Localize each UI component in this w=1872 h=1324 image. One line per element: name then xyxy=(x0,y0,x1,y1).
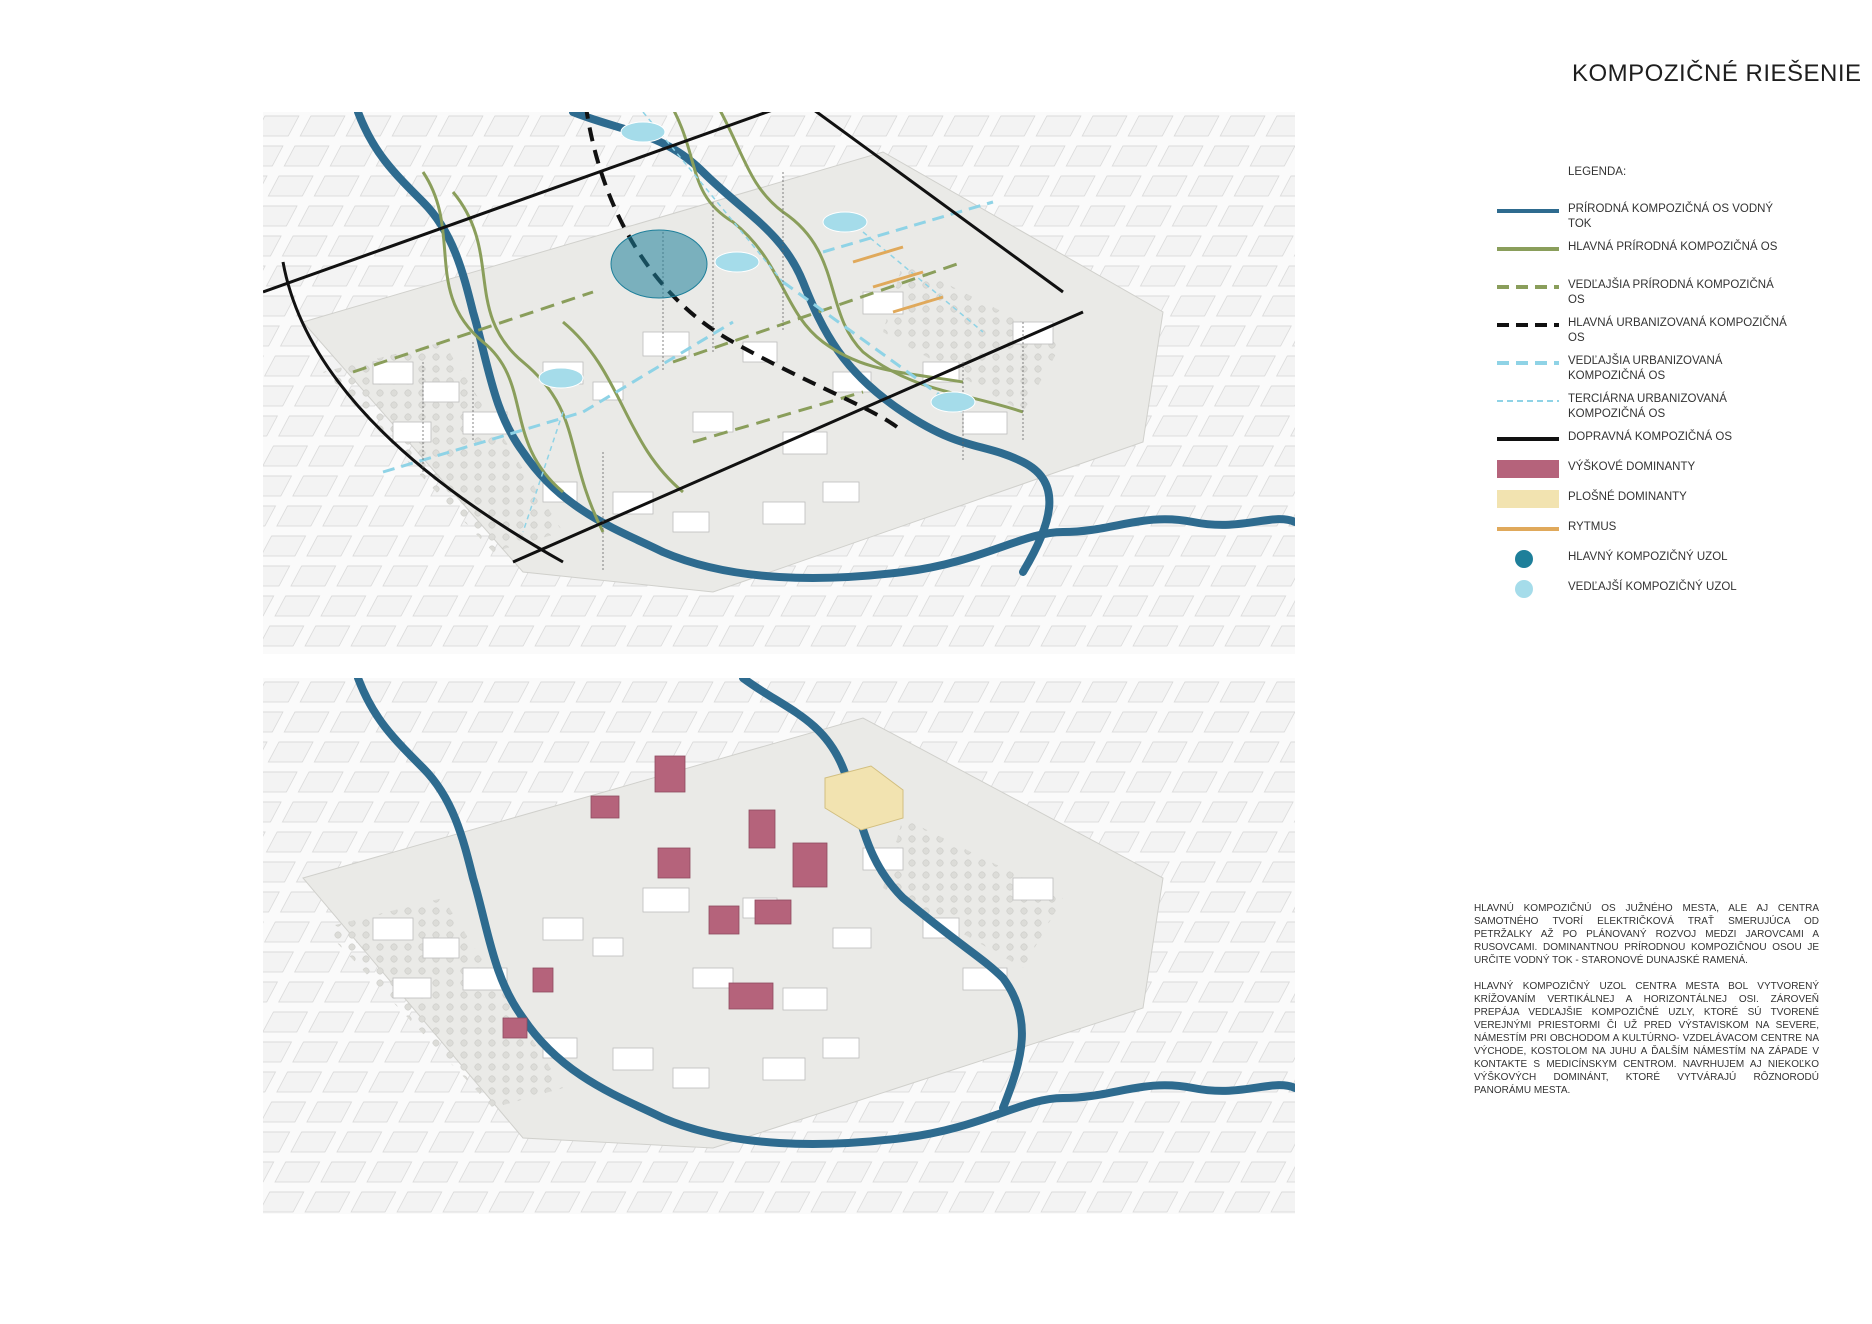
legend-item xyxy=(1497,316,1797,352)
legend-label: VEDĽAJŠIA URBANIZOVANÁ KOMPOZIČNÁ OS xyxy=(1568,355,1723,382)
legend-swatch xyxy=(1497,460,1559,478)
legend-label: TERCIÁRNA URBANIZOVANÁ KOMPOZIČNÁ OS xyxy=(1568,393,1727,420)
legend-label: PRÍRODNÁ KOMPOZIČNÁ OS VODNÝ TOK xyxy=(1568,203,1774,230)
legend-label: VEDĽAJŠIA PRÍRODNÁ KOMPOZIČNÁ OS xyxy=(1568,279,1774,306)
legend-symbol xyxy=(1497,392,1559,428)
legend-item xyxy=(1497,278,1797,314)
legend-symbol xyxy=(1497,580,1559,616)
legend-swatch xyxy=(1497,490,1559,508)
legend-item xyxy=(1497,202,1797,238)
description xyxy=(1474,902,1819,1110)
legend-item xyxy=(1497,240,1797,276)
legend-label: HLAVNÁ URBANIZOVANÁ KOMPOZIČNÁ OS xyxy=(1568,317,1787,344)
legend-label: HLAVNÝ KOMPOZIČNÝ UZOL xyxy=(1568,551,1728,563)
legend-symbol xyxy=(1497,240,1559,276)
legend-swatch xyxy=(1515,580,1533,598)
description-paragraph-1: HLAVNÚ KOMPOZIČNÚ OS JUŽNÉHO MESTA, ALE AJ CENTRA SAMOTNÉHO TVORÍ ELEKTRIČKOVÁ TRAŤ SMERUJÚCA OD PETRŽALKY AŽ PO PLÁNOVANÝ ROZVOJ MEDZI JAROVCAMI A RUSOVCAMI. DOMINANTNOU PRÍRODNOU KOMPOZIČNOU OSOU JE URČITE VODNÝ TOK - STARONOVÉ DUNAJSKÉ RAMENÁ. xyxy=(1474,903,1819,966)
description-paragraph-2: HLAVNÝ KOMPOZIČNÝ UZOL CENTRA MESTA BOL VYTVORENÝ KRÍŽOVANÍM VERTIKÁLNEJ A HORIZONTÁLNEJ OSI. ZÁROVEŇ PREPÁJA VEDĽAJŠIE KOMPOZIČNÉ UZLY, KTORÉ SÚ TVORENÉ VEREJNÝMI PRIESTORMI ČI UŽ PRED VÝSTAVISKOM NA SEVERE, NÁMESTÍM PRI OBCHODOM A KULTÚRNO- VZDELÁVACOM CENTRE NA VÝCHODE, KOSTOLOM NA JUHU A ĎALŠÍM NÁMESTÍM NA ZÁPADE V KONTAKTE S MEDICÍNSKYM CENTROM. NAVRHUJEM AJ NIEKOĽKO VÝŠKOVÝCH DOMINÁNT, KTORÉ VYTVÁRAJÚ RÔZNORODÚ PANORÁMU MESTA. xyxy=(1474,981,1819,1096)
legend-swatch xyxy=(1515,550,1533,568)
legend-title: LEGENDA: xyxy=(1568,166,1627,178)
legend-item xyxy=(1497,580,1797,616)
legend-label: VÝŠKOVÉ DOMINANTY xyxy=(1568,461,1696,473)
legend-symbol xyxy=(1497,278,1559,314)
legend-item xyxy=(1497,392,1797,428)
legend-symbol xyxy=(1497,354,1559,390)
composition-axes-axonometric-map xyxy=(263,112,1295,654)
legend-label: RYTMUS xyxy=(1568,521,1617,533)
legend-symbol xyxy=(1497,316,1559,352)
dominants-axonometric-map xyxy=(263,678,1295,1214)
legend-label: DOPRAVNÁ KOMPOZIČNÁ OS xyxy=(1568,431,1733,443)
legend-label: PLOŠNÉ DOMINANTY xyxy=(1568,491,1687,503)
legend-symbol xyxy=(1497,202,1559,238)
legend-item xyxy=(1497,354,1797,390)
legend-label: VEDĽAJŠÍ KOMPOZIČNÝ UZOL xyxy=(1568,581,1737,593)
legend-label: HLAVNÁ PRÍRODNÁ KOMPOZIČNÁ OS xyxy=(1568,241,1778,253)
page-title: KOMPOZIČNÉ RIEŠENIE xyxy=(1572,60,1862,87)
